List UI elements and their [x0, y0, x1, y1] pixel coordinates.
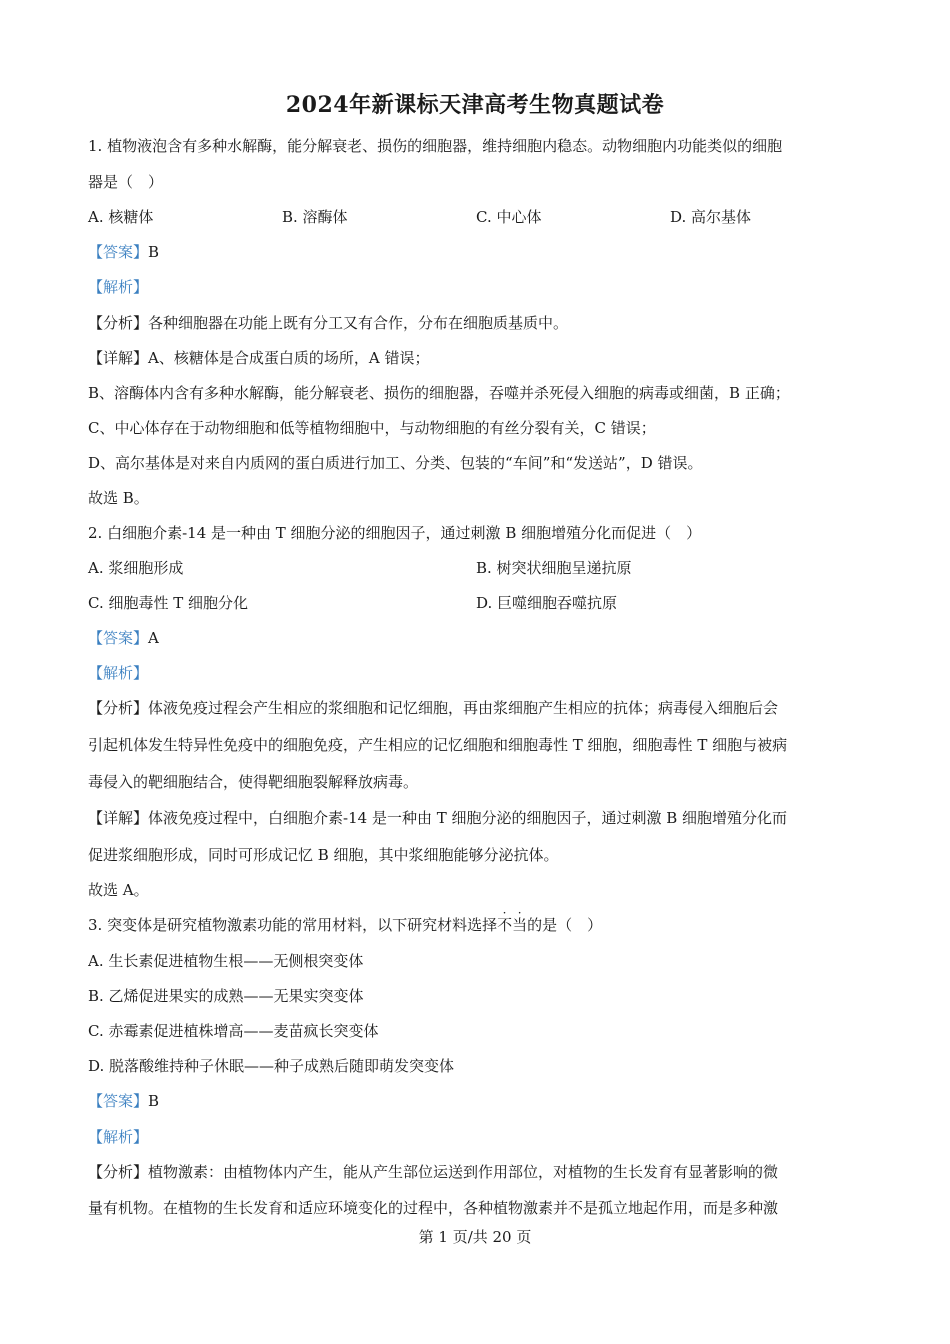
q3-emphasis-1 [497, 906, 513, 934]
q2-xiangjie-line2: 促进浆细胞形成，同时可形成记忆 B 细胞，其中浆细胞能够分泌抗体。 [88, 846, 559, 864]
q2-analysis-heading [88, 663, 860, 683]
answer-tag: 【答案】 [88, 243, 149, 261]
q2-answer [88, 628, 860, 648]
q1-answer [88, 242, 860, 262]
q3-emphasis-2 [512, 906, 528, 934]
q1-option-a: A. 核糖体 [88, 208, 154, 226]
q2-fenxi-line1 [88, 698, 860, 718]
q1-option-c: C. 中心体 [476, 208, 542, 226]
q2-option-c: C. 细胞毒性 T 细胞分化 [88, 594, 249, 612]
q2-option-d: D. 巨噬细胞吞噬抗原 [476, 594, 618, 612]
q1-option-b: B. 溶酶体 [282, 208, 348, 226]
xiangjie-tag: 【详解】 [88, 349, 149, 367]
q1-stem-line2: 器是（ ） [88, 173, 164, 191]
page-footer: 第 1 页/共 20 页 [418, 1228, 532, 1246]
q1-line-c: C、中心体存在于动物细胞和低等植物细胞中，与动物细胞的有丝分裂有关，C 错误； [88, 419, 656, 437]
q3-fenxi-line2: 量有机物。在植物的生长发育和适应环境变化的过程中，各种植物激素并不是孤立地起作用，而是多种激 [88, 1199, 779, 1217]
q2-choose: 故选 A。 [88, 881, 149, 899]
q1-xiangjie [88, 348, 860, 368]
q1-line-b: B、溶酶体内含有多种水解酶，能分解衰老、损伤的细胞器，吞噬并杀死侵入细胞的病毒或细菌，B 正确； [88, 384, 790, 402]
q2-xiangjie-text1: 体液免疫过程中，白细胞介素-14 是一种由 T 细胞分泌的细胞因子，通过刺激 B 细胞增殖分化而 [148, 809, 788, 827]
q3-stem-before: 3. 突变体是研究植物激素功能的常用材料，以下研究材料选择 [88, 916, 498, 934]
q3-stem-after: 的是（ ） [527, 916, 603, 934]
answer-tag: 【答案】 [88, 629, 149, 647]
q3-answer-value: B [148, 1092, 160, 1110]
q2-option-b: B. 树突状细胞呈递抗原 [476, 559, 632, 577]
emphasis-dot: · [517, 906, 522, 920]
q3-analysis-heading [88, 1127, 860, 1147]
q2-fenxi-line3: 毒侵入的靶细胞结合，使得靶细胞裂解释放病毒。 [88, 773, 419, 791]
page-title: 2024年新课标天津高考生物真题试卷 [285, 92, 665, 118]
q3-fenxi-line1 [88, 1162, 860, 1182]
q3-fenxi-text1: 植物激素：由植物体内产生，能从产生部位运送到作用部位，对植物的生长发育有显著影响的微 [148, 1163, 779, 1181]
analysis-tag: 【解析】 [88, 278, 149, 296]
q3-emph-char-2: 当 [512, 916, 528, 934]
q1-xiangjie-a: A、核糖体是合成蛋白质的场所，A 错误； [148, 349, 430, 367]
q1-choose: 故选 B。 [88, 489, 149, 507]
q2-stem: 2. 白细胞介素-14 是一种由 T 细胞分泌的细胞因子，通过刺激 B 细胞增殖分化而促进（ ） [88, 524, 702, 542]
q2-option-a: A. 浆细胞形成 [88, 559, 184, 577]
q2-answer-value: A [148, 629, 159, 647]
q1-fenxi-text: 各种细胞器在功能上既有分工又有合作，分布在细胞质基质中。 [148, 314, 569, 332]
q1-fenxi [88, 313, 860, 333]
fenxi-tag: 【分析】 [88, 699, 149, 717]
q3-emph-char-1: 不 [497, 916, 513, 934]
q3-stem [88, 906, 860, 935]
emphasis-dot: · [502, 906, 507, 920]
q1-line-d: D、高尔基体是对来自内质网的蛋白质进行加工、分类、包装的“车间”和“发送站”，D 错误。 [88, 454, 703, 472]
q2-fenxi-line2: 引起机体发生特异性免疫中的细胞免疫，产生相应的记忆细胞和细胞毒性 T 细胞，细胞毒性 T 细胞与被病 [88, 736, 788, 754]
q1-option-d: D. 高尔基体 [670, 208, 752, 226]
fenxi-tag: 【分析】 [88, 1163, 149, 1181]
q3-option-b: B. 乙烯促进果实的成熟——无果实突变体 [88, 987, 364, 1005]
q3-option-c: C. 赤霉素促进植株增高——麦苗疯长突变体 [88, 1022, 379, 1040]
analysis-tag: 【解析】 [88, 664, 149, 682]
q1-answer-value: B [148, 243, 160, 261]
xiangjie-tag: 【详解】 [88, 809, 149, 827]
q3-option-a: A. 生长素促进植物生根——无侧根突变体 [88, 952, 364, 970]
q1-analysis-heading [88, 277, 860, 297]
q3-option-d: D. 脱落酸维持种子休眠——种子成熟后随即萌发突变体 [88, 1057, 455, 1075]
q3-answer [88, 1091, 860, 1111]
answer-tag: 【答案】 [88, 1092, 149, 1110]
fenxi-tag: 【分析】 [88, 314, 149, 332]
analysis-tag: 【解析】 [88, 1128, 149, 1146]
q1-stem-line1: 1. 植物液泡含有多种水解酶，能分解衰老、损伤的细胞器，维持细胞内稳态。动物细胞内功能类似的细胞 [88, 137, 783, 155]
q2-xiangjie-line1 [88, 808, 860, 828]
q2-fenxi-text1: 体液免疫过程会产生相应的浆细胞和记忆细胞，再由浆细胞产生相应的抗体；病毒侵入细胞后会 [148, 699, 779, 717]
